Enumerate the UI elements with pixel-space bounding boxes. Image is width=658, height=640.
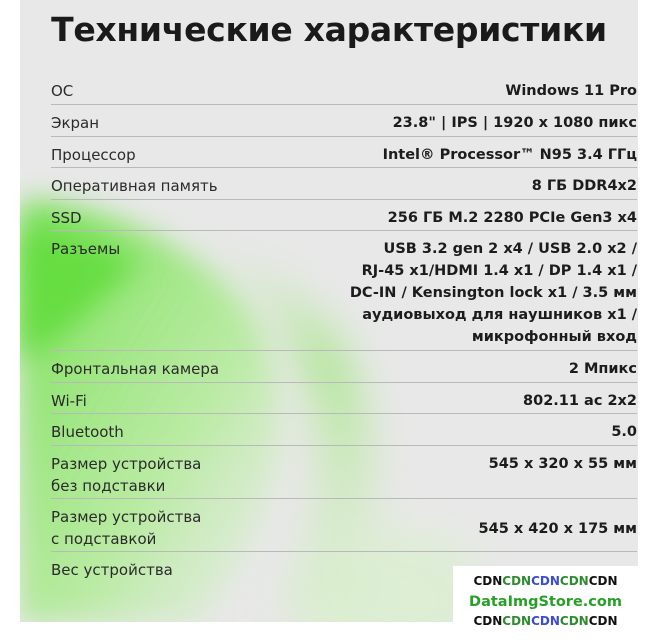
spec-value: 2 Мпикс [568, 361, 637, 377]
spec-label: Wi-Fi [51, 392, 87, 410]
spec-value: 545 x 320 x 55 мм [488, 456, 637, 472]
spec-panel [20, 0, 638, 622]
spec-value: 23.8" | IPS | 1920 x 1080 пикс [392, 115, 637, 131]
spec-row-ports [51, 230, 637, 351]
spec-value: Windows 11 Pro [505, 83, 637, 99]
spec-label: SSD [51, 209, 82, 227]
spec-value: Intel® Processor™ N95 3.4 ГГц [382, 147, 637, 163]
spec-label: Вес устройства [51, 561, 173, 579]
watermark [453, 566, 638, 640]
spec-row-wifi [51, 382, 637, 414]
spec-value: USB 3.2 gen 2 x4 / USB 2.0 x2 / RJ-45 x1/HDMI 1.4 x1 / DP 1.4 x1 / DC-IN / Kensington lock x1 / 3.5 мм аудиовыход для наушников x1 / микрофонный вход [349, 241, 637, 345]
spec-row-size-no-stand [51, 445, 637, 499]
spec-row-size-with-stand [51, 498, 637, 552]
watermark-strip-top: CDNCDNCDNCDNCDN [473, 574, 618, 588]
spec-row-ssd [51, 199, 637, 231]
spec-label: Размер устройства с подставкой [51, 508, 202, 548]
spec-value: 256 ГБ M.2 2280 PCIe Gen3 x4 [387, 210, 637, 226]
spec-label: Bluetooth [51, 423, 124, 441]
watermark-strip-bottom: CDNCDNCDNCDNCDN [473, 614, 618, 628]
spec-row-screen [51, 104, 637, 137]
spec-row-ram [51, 167, 637, 200]
spec-row-os [51, 72, 637, 105]
spec-value: 8 ГБ DDR4x2 [531, 178, 637, 194]
spec-value: 545 x 420 x 175 мм [478, 521, 637, 537]
spec-row-bluetooth [51, 413, 637, 446]
spec-label: Размер устройства без подставки [51, 455, 202, 495]
spec-label: ОС [51, 82, 74, 100]
spec-row-cpu [51, 136, 637, 168]
spec-value: 5.0 [611, 424, 637, 440]
page-title: Технические характеристики [51, 10, 607, 49]
spec-label: Процессор [51, 146, 136, 164]
spec-label: Оперативная память [51, 177, 218, 195]
spec-value: 802.11 ac 2x2 [523, 393, 637, 409]
spec-row-camera [51, 350, 637, 383]
watermark-text: DataImgStore.com [469, 594, 622, 610]
spec-label: Фронтальная камера [51, 360, 220, 378]
spec-label: Разъемы [51, 240, 121, 258]
spec-label: Экран [51, 114, 100, 132]
